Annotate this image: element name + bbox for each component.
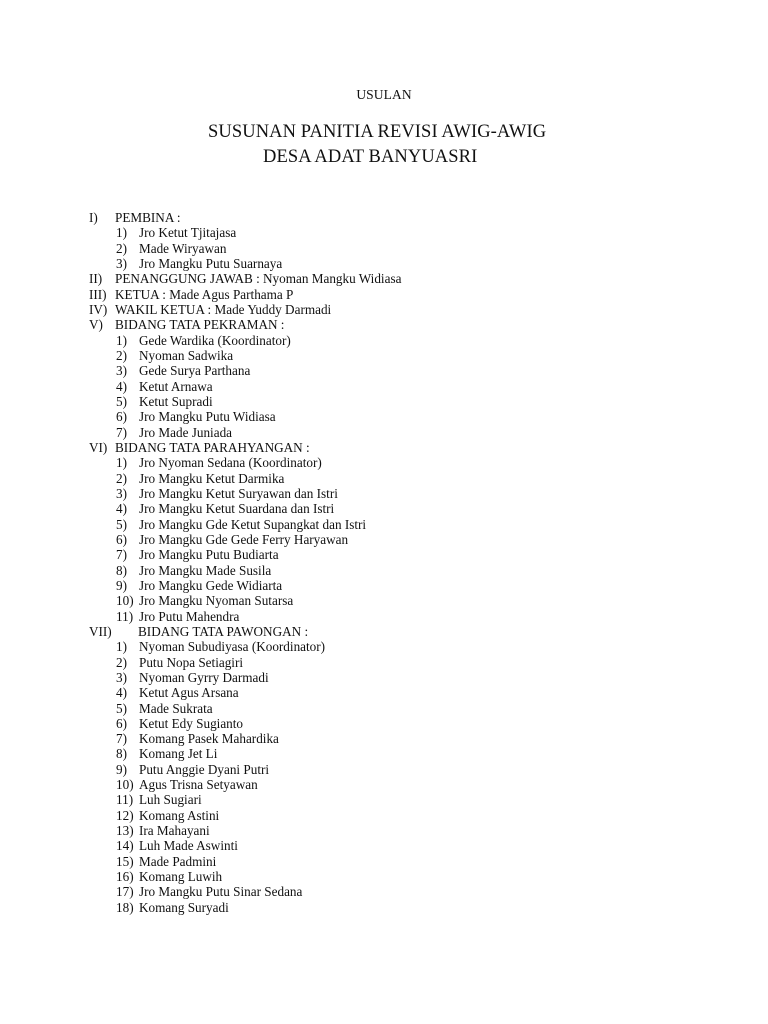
member-name: Komang Luwih [139,869,223,885]
member-name: Luh Made Aswinti [139,838,238,854]
item-number: 1) [116,639,127,655]
member-name: Putu Nopa Setiagiri [139,654,244,670]
document-title [208,120,546,170]
member-name: Gede Surya Parthana [139,363,251,379]
item-number: 12) [116,807,134,823]
member-list-item [0,808,768,823]
member-name: Agus Trisna Setyawan [139,777,258,793]
member-name: Komang Suryadi [139,899,229,915]
member-list-item [0,425,768,440]
member-name: Jro Mangku Putu Budiarta [139,547,279,563]
section-title: PENANGGUNG JAWAB : Nyoman Mangku Widiasa [115,271,402,287]
section-numeral: III) [89,286,107,302]
member-name: Jro Nyoman Sedana (Koordinator) [139,455,322,471]
member-name: Jro Made Juniada [139,424,233,440]
section-numeral: VI) [89,439,108,455]
item-number: 6) [116,715,127,731]
member-list-item [0,746,768,761]
item-number: 5) [116,393,127,409]
member-list-item [0,333,768,348]
item-number: 4) [116,378,127,394]
member-name: Jro Mangku Putu Widiasa [139,409,276,425]
member-list-item [0,363,768,378]
item-number: 1) [116,225,127,241]
member-name: Nyoman Sadwika [139,347,234,363]
member-list-item [0,838,768,853]
member-name: Nyoman Subudiyasa (Koordinator) [139,639,326,655]
member-name: Jro Mangku Ketut Darmika [139,470,285,486]
member-list-item [0,486,768,501]
section-numeral: IV) [89,301,108,317]
member-list-item [0,471,768,486]
member-list-item [0,762,768,777]
member-name: Gede Wardika (Koordinator) [139,332,291,348]
member-list-item [0,455,768,470]
title-line-2: DESA ADAT BANYUASRI [263,147,478,167]
item-number: 7) [116,424,127,440]
member-list-item [0,900,768,915]
item-number: 1) [116,332,127,348]
item-number: 1) [116,455,127,471]
member-list-item [0,241,768,256]
member-name: Made Sukrata [139,700,213,716]
member-name: Made Padmini [139,853,217,869]
member-list-item [0,256,768,271]
item-number: 11) [116,792,134,808]
item-number: 6) [116,409,127,425]
member-name: Jro Mangku Nyoman Sutarsa [139,593,294,609]
item-number: 3) [116,255,127,271]
section-heading [0,624,768,639]
member-list-item [0,225,768,240]
member-list-item [0,348,768,363]
member-name: Ketut Edy Sugianto [139,715,244,731]
member-name: Jro Mangku Gde Gede Ferry Haryawan [139,531,349,547]
member-list-item [0,685,768,700]
member-name: Komang Jet Li [139,746,218,762]
section-title: BIDANG TATA PEKRAMAN : [115,317,285,333]
member-name: Luh Sugiari [139,792,202,808]
section-heading [0,440,768,455]
member-name: Ketut Agus Arsana [139,685,239,701]
member-list-item [0,379,768,394]
item-number: 7) [116,547,127,563]
item-number: 2) [116,347,127,363]
member-list-item [0,854,768,869]
member-list-item [0,777,768,792]
member-list-item [0,731,768,746]
item-number: 8) [116,562,127,578]
member-name: Ketut Arnawa [139,378,213,394]
item-number: 7) [116,731,127,747]
item-number: 18) [116,899,134,915]
section-title: KETUA : Made Agus Parthama P [115,286,294,302]
member-list-item [0,517,768,532]
section-heading [0,317,768,332]
member-name: Putu Anggie Dyani Putri [139,761,270,777]
section-numeral: VII) [89,623,112,639]
item-number: 5) [116,516,127,532]
member-list-item [0,501,768,516]
member-list-item [0,593,768,608]
member-name: Jro Putu Mahendra [139,608,240,624]
member-name: Komang Astini [139,807,220,823]
item-number: 15) [116,853,134,869]
item-number: 2) [116,470,127,486]
item-number: 16) [116,869,134,885]
item-number: 3) [116,669,127,685]
member-name: Jro Mangku Putu Sinar Sedana [139,884,303,900]
member-name: Ketut Supradi [139,393,213,409]
section-heading [0,271,768,286]
member-name: Jro Mangku Putu Suarnaya [139,255,283,271]
member-list-item [0,701,768,716]
member-list-item [0,655,768,670]
section-title: BIDANG TATA PARAHYANGAN : [115,439,310,455]
member-list-item [0,609,768,624]
section-title: PEMBINA : [115,210,181,225]
section-heading [0,210,768,225]
item-number: 3) [116,485,127,501]
item-number: 4) [116,685,127,701]
section-heading [0,287,768,302]
section-heading [0,302,768,317]
member-list-item [0,716,768,731]
item-number: 17) [116,884,134,900]
member-list-item [0,578,768,593]
member-list-item [0,670,768,685]
member-name: Jro Mangku Gede Widiarta [139,577,283,593]
document-label: USULAN [356,87,412,102]
item-number: 9) [116,761,127,777]
item-number: 6) [116,531,127,547]
committee-list [0,210,768,915]
section-numeral: V) [89,317,103,333]
member-list-item [0,409,768,424]
item-number: 8) [116,746,127,762]
item-number: 14) [116,838,134,854]
item-number: 9) [116,577,127,593]
member-list-item [0,547,768,562]
member-name: Nyoman Gyrry Darmadi [139,669,269,685]
title-line-1: SUSUNAN PANITIA REVISI AWIG-AWIG [208,122,547,142]
member-name: Ira Mahayani [139,823,210,839]
item-number: 13) [116,823,134,839]
member-name: Made Wiryawan [139,240,227,256]
member-list-item [0,792,768,807]
item-number: 2) [116,654,127,670]
member-list-item [0,823,768,838]
member-list-item [0,869,768,884]
section-numeral: II) [89,271,103,287]
member-name: Jro Ketut Tjitajasa [139,225,237,241]
member-list-item [0,884,768,899]
member-list-item [0,394,768,409]
member-name: Jro Mangku Ketut Suryawan dan Istri [139,485,338,501]
item-number: 5) [116,700,127,716]
section-numeral: I) [89,210,98,225]
item-number: 10) [116,777,134,793]
section-title: WAKIL KETUA : Made Yuddy Darmadi [115,301,332,317]
item-number: 10) [116,593,134,609]
member-list-item [0,563,768,578]
item-number: 3) [116,363,127,379]
member-name: Jro Mangku Ketut Suardana dan Istri [139,501,335,517]
section-title: BIDANG TATA PAWONGAN : [138,623,309,639]
member-name: Jro Mangku Gde Ketut Supangkat dan Istri [139,516,367,532]
member-name: Komang Pasek Mahardika [139,731,279,747]
member-list-item [0,639,768,654]
item-number: 11) [116,608,134,624]
member-name: Jro Mangku Made Susila [139,562,272,578]
item-number: 2) [116,240,127,256]
item-number: 4) [116,501,127,517]
member-list-item [0,532,768,547]
